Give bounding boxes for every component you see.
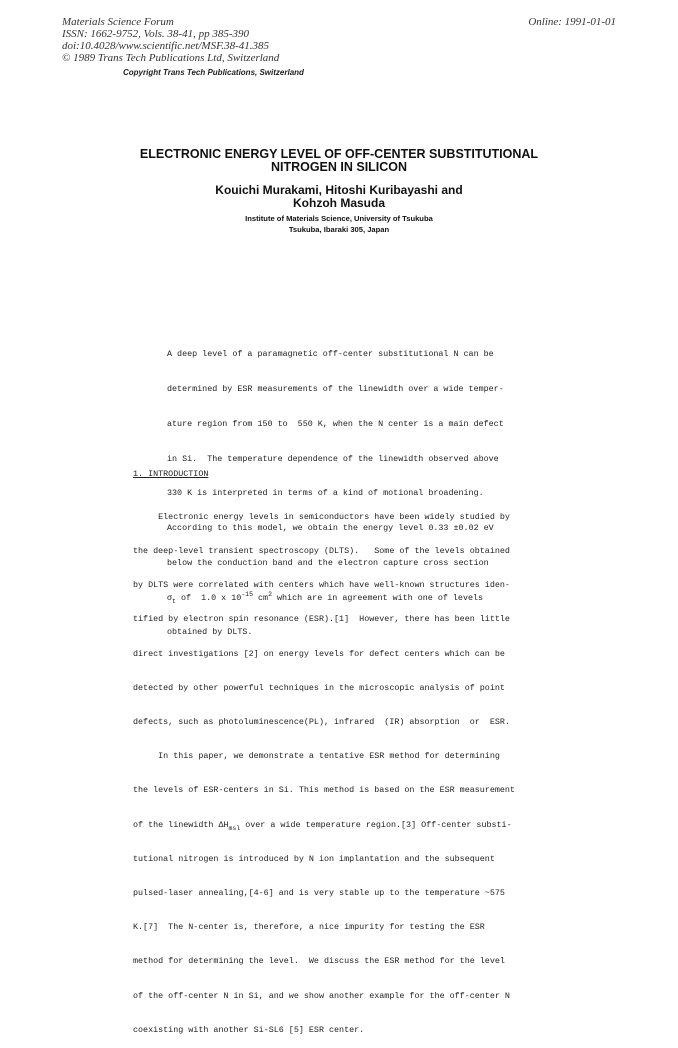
body-line: defects, such as photoluminescence(PL), infrared (IR) absorption or ESR. <box>133 717 510 728</box>
sigma-unit-exponent: 2 <box>268 590 272 598</box>
sigma-symbol: σ <box>167 592 173 603</box>
body-line: tified by electron spin resonance (ESR).[1] However, there has been little <box>133 614 510 625</box>
affiliation-line-2: Tsukuba, Ibaraki 305, Japan <box>288 225 390 234</box>
copyright-notice: Copyright Trans Tech Publications, Switzerland <box>123 68 304 77</box>
body-line: the levels of ESR-centers in Si. This method is based on the ESR measurement <box>133 785 515 796</box>
publisher-line: © 1989 Trans Tech Publications Ltd, Switzerland <box>62 52 280 64</box>
body-line: detected by other powerful techniques in the microscopic analysis of point <box>133 682 505 693</box>
linewidth-pre: of the linewidth ΔH <box>133 819 229 830</box>
title-line-1: ELECTRONIC ENERGY LEVEL OF OFF-CENTER SUBSTITUTIONAL <box>139 147 539 161</box>
body-line: tutional nitrogen is introduced by N ion implantation and the subsequent <box>133 853 495 864</box>
sigma-unit: cm <box>252 592 269 603</box>
body-line: method for determining the level. We discuss the ESR method for the level <box>133 956 505 967</box>
body-linewidth-line <box>133 820 515 831</box>
authors-line-2: Kohzoh Masuda <box>293 196 385 210</box>
linewidth-subscript: msl <box>228 824 241 832</box>
sigma-mid: of 1.0 x 10 <box>175 592 242 603</box>
body-line: Electronic energy levels in semiconductors have been widely studied by <box>133 511 510 522</box>
paper-title <box>100 148 578 174</box>
journal-header <box>62 16 279 64</box>
sigma-subscript: t <box>172 597 176 605</box>
affiliation-line-1: Institute of Materials Science, University of Tsukuba <box>245 214 433 223</box>
body-line: by DLTS were correlated with centers which have well-known structures iden- <box>133 580 510 591</box>
section-heading-introduction: 1. INTRODUCTION <box>133 469 209 479</box>
abstract-line: ature region from 150 to 550 K, when the N center is a main defect <box>167 418 504 429</box>
abstract-line: A deep level of a paramagnetic off-center substitutional N can be <box>167 349 494 360</box>
doi-line: doi:10.4028/www.scientific.net/MSF.38-41.385 <box>62 40 270 52</box>
issn-line: ISSN: 1662-9752, Vols. 38-41, pp 385-390 <box>62 28 249 40</box>
abstract-line: determined by ESR measurements of the linewidth over a wide temper- <box>167 383 504 394</box>
body-line: the deep-level transient spectroscopy (DLTS). Some of the levels obtained <box>133 546 510 557</box>
body-line: pulsed-laser annealing,[4-6] and is very stable up to the temperature ~575 <box>133 888 505 899</box>
title-line-2: NITROGEN IN SILICON <box>270 160 408 174</box>
sigma-rest: which are in agreement with one of levels <box>271 592 484 603</box>
sigma-exponent: -15 <box>241 590 253 598</box>
abstract-line: obtained by DLTS. <box>167 627 253 638</box>
abstract-line: According to this model, we obtain the energy level 0.33 ±0.02 eV <box>167 523 494 534</box>
body-line: of the off-center N in Si, and we show another example for the off-center N <box>133 990 510 1001</box>
author-list <box>150 184 528 210</box>
abstract-line: 330 K is interpreted in terms of a kind of motional broadening. <box>167 488 484 499</box>
introduction-body <box>133 489 515 1048</box>
body-line: K.[7] The N-center is, therefore, a nice impurity for testing the ESR <box>133 922 485 933</box>
abstract-line: below the conduction band and the electron capture cross section <box>167 557 489 568</box>
body-line: direct investigations [2] on energy levels for defect centers which can be <box>133 648 505 659</box>
authors-line-1: Kouichi Murakami, Hitoshi Kuribayashi and <box>215 183 463 197</box>
body-line: In this paper, we demonstrate a tentative ESR method for determining <box>133 751 500 762</box>
abstract-line: in Si. The temperature dependence of the linewidth observed above <box>167 453 499 464</box>
affiliation <box>150 213 528 235</box>
journal-name: Materials Science Forum <box>62 16 174 28</box>
body-line: coexisting with another Si-SL6 [5] ESR center. <box>133 1024 365 1035</box>
online-date: Online: 1991-01-01 <box>528 16 616 28</box>
linewidth-post: over a wide temperature region.[3] Off-center substi- <box>240 819 512 830</box>
